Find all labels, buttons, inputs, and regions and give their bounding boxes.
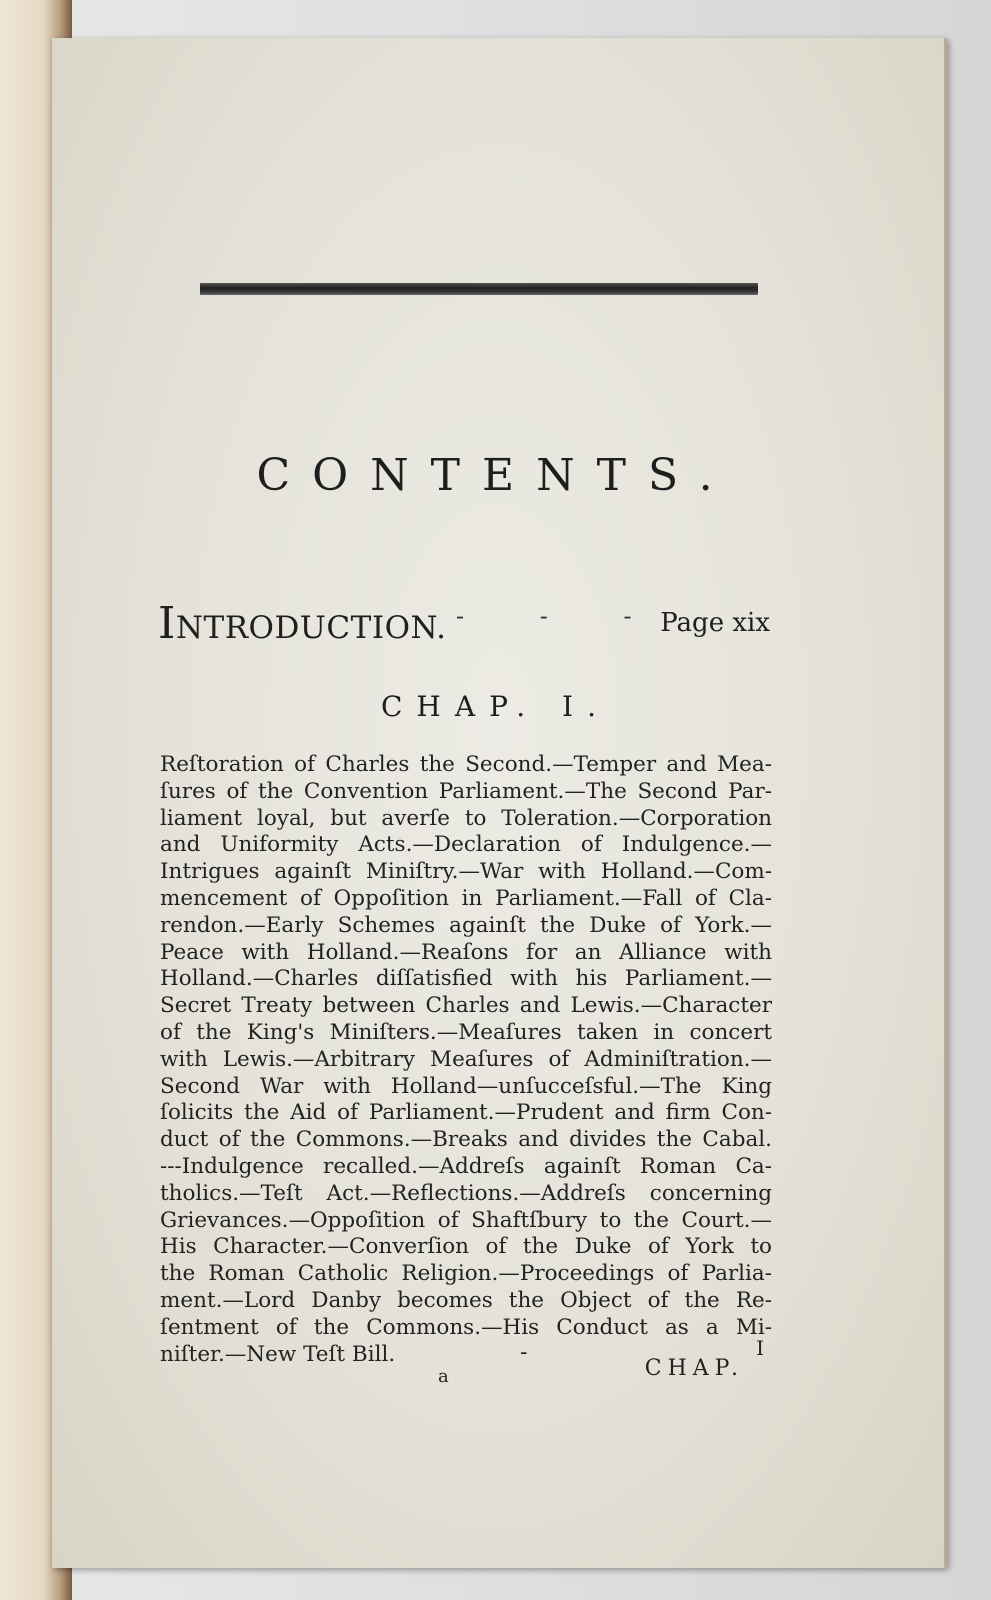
catchword: CHAP. — [644, 1356, 744, 1381]
introduction-leaders: - - - — [456, 602, 666, 630]
introduction-entry — [158, 598, 770, 648]
summary-line: Secret Treaty between Charles and Lewis.—Character — [160, 993, 772, 1019]
introduction-rest: NTRODUCTION. — [175, 610, 447, 646]
summary-line: niſter.—New Teſt Bill. — [160, 1341, 396, 1367]
summary-line: ment.—Lord Danby becomes the Object of the Re- — [160, 1287, 772, 1313]
summary-line: Second War with Holland—unſucceſsful.—The King — [160, 1073, 772, 1099]
chapter-heading: CHAP. I. — [381, 690, 610, 723]
summary-line: Grievances.—Oppoſition of Shaftſbury to the Court.— — [160, 1207, 772, 1233]
summary-line: and Uniformity Acts.—Declaration of Indulgence.— — [160, 832, 772, 858]
page-title: CONTENTS. — [256, 450, 735, 501]
summary-line: His Character.—Converſion of the Duke of York to — [160, 1234, 772, 1260]
summary-line: with Lewis.—Arbitrary Meaſures of Adminiſtration.— — [160, 1046, 772, 1072]
signature-mark: a — [438, 1366, 449, 1387]
chapter-leader: - — [520, 1340, 528, 1365]
summary-line: Holland.—Charles diſſatisfied with his Parliament.— — [160, 966, 772, 992]
introduction-label — [158, 598, 446, 649]
summary-line: ſures of the Convention Parliament.—The Second Par- — [160, 778, 772, 804]
page-footer — [160, 1336, 772, 1400]
chapter-summary — [160, 752, 772, 1368]
summary-line: rendon.—Early Schemes againſt the Duke of York.— — [160, 912, 772, 938]
summary-line: Peace with Holland.—Reaſons for an Alliance with — [160, 939, 772, 965]
summary-line: ---Indulgence recalled.—Addreſs againſt Roman Ca- — [160, 1153, 772, 1179]
chapter-page-number: I — [756, 1336, 764, 1360]
summary-line: Reſtoration of Charles the Second.—Temper and Mea- — [160, 752, 772, 777]
summary-line: duct of the Commons.—Breaks and divides the Cabal. — [160, 1127, 772, 1153]
summary-line: of the King's Miniſters.—Meaſures taken in concert — [160, 1019, 772, 1045]
summary-line: Intrigues againſt Miniſtry.—War with Holland.—Com- — [160, 859, 772, 885]
introduction-initial: I — [158, 598, 176, 649]
summary-line: ſolicits the Aid of Parliament.—Prudent and firm Con- — [160, 1100, 772, 1126]
summary-line: liament loyal, but averſe to Toleration.—Corporation — [160, 805, 772, 831]
summary-line: ſentment of the Commons.—His Conduct as a Mi- — [160, 1314, 772, 1340]
summary-line: mencement of Oppoſition in Parliament.—Fall of Cla- — [160, 885, 772, 911]
head-rule — [200, 283, 758, 295]
summary-line: the Roman Catholic Religion.—Proceedings of Parlia- — [160, 1261, 772, 1287]
introduction-page: Page xix — [660, 608, 770, 638]
summary-line: tholics.—Teſt Act.—Reflections.—Addreſs concerning — [160, 1180, 772, 1206]
